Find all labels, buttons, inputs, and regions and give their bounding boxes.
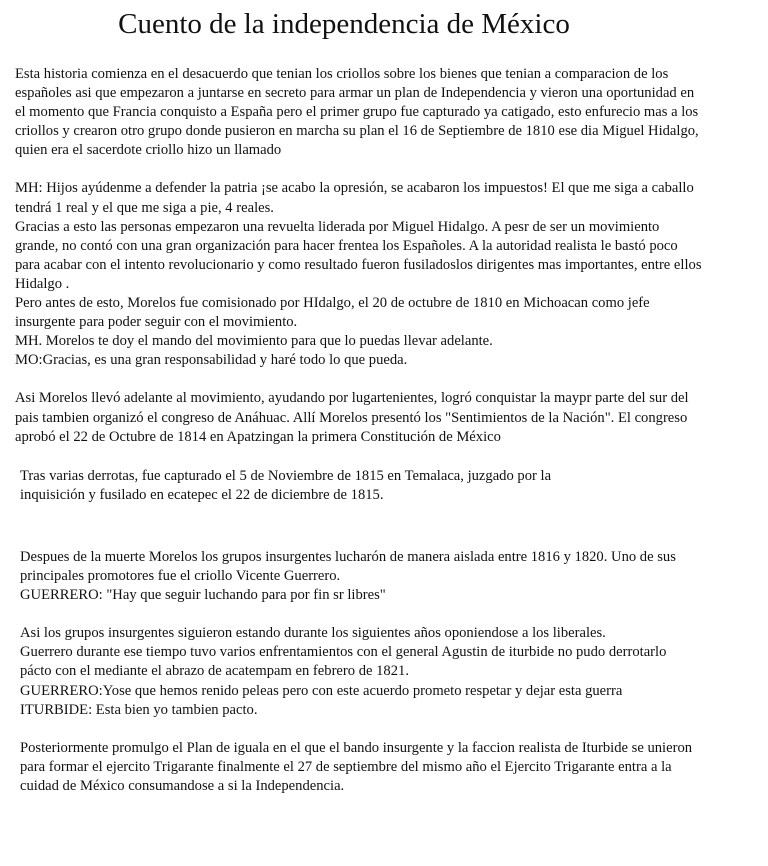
text-line: pácto con el mediante el abrazo de acatempam en febrero de 1821.	[20, 663, 409, 680]
text-line: criollos y crearon otro grupo donde pusieron en marcha su plan el 16 de Septiembre de 1810 ese dia Miguel Hidalgo,	[15, 123, 699, 140]
text-line: GUERRERO:Yose que hemos renido peleas pero con este acuerdo prometo respetar y dejar esta guerra	[20, 682, 623, 699]
text-line: Hidalgo .	[15, 275, 70, 292]
text-line: aprobó el 22 de Octubre de 1814 en Apatzingan la primera Constitución de México	[15, 428, 501, 445]
paragraph-gap	[15, 370, 760, 389]
text-line: Tras varias derrotas, fue capturado el 5 de Noviembre de 1815 en Temalaca, juzgado por la	[20, 468, 552, 484]
text-line: MO:Gracias, es una gran responsabilidad y haré todo lo que pueda.	[15, 352, 408, 369]
text-line: cuidad de México consumandose a si la Independencia.	[20, 777, 345, 794]
text-line: Asi los grupos insurgentes siguieron estando durante los siguientes años oponiendose a los liberales.	[20, 625, 606, 642]
text-line: tendrá 1 real y el que me siga a pie, 4 reales.	[15, 199, 274, 216]
text-line: Asi Morelos llevó adelante al movimiento, ayudando por lugartenientes, logró conquistar la maypr parte del sur del	[15, 390, 689, 407]
text-line: Posteriormente promulgo el Plan de iguala en el que el bando insurgente y la faccion realista de Iturbide se unieron	[20, 739, 693, 756]
text-line: Pero antes de esto, Morelos fue comisionado por HIdalgo, el 20 de octubre de 1810 en Michoacan como jefe	[15, 295, 650, 312]
text-line: MH. Morelos te doy el mando del movimiento para que lo puedas llevar adelante.	[15, 333, 493, 350]
text-line: ITURBIDE: Esta bien yo tambien pacto.	[20, 701, 258, 718]
text-line: inquisición y fusilado en ecatepec el 22 de diciembre de 1815.	[20, 487, 384, 504]
text-line: españoles asi que empezaron a juntarse en secreto para armar un plan de Independencia y vieron una oportunidad en	[15, 85, 695, 102]
page-title: Cuento de la independencia de México	[118, 8, 570, 40]
story-section-2	[20, 467, 765, 505]
text-line: quien era el sacerdote criollo hizo un llamado	[15, 142, 282, 159]
text-line: principales promotores fue el criollo Vicente Guerrero.	[20, 568, 341, 585]
paragraph-gap	[15, 160, 760, 179]
text-line: Esta historia comienza en el desacuerdo que tenian los criollos sobre los bienes que tenian a comparacion de los	[15, 66, 669, 82]
text-line: GUERRERO: "Hay que seguir luchando para por fin sr libres"	[20, 587, 386, 604]
text-line: pais tambien organizó el congreso de Anáhuac. Allí Morelos presentó los "Sentimientos de la Nación". El congreso	[15, 409, 688, 426]
text-line: grande, no contó con una gran organización para hacer frentea los Españoles. A la autoridad realista le bastó poco	[15, 237, 678, 254]
text-line: insurgente para poder seguir con el movimiento.	[15, 314, 298, 331]
text-line: Guerrero durante ese tiempo tuvo varios enfrentamientos con el general Agustin de iturbide no pudo derrotarlo	[20, 644, 667, 661]
text-line: el momento que Francia conquisto a España pero el primer grupo fue capturado ya catigado, esto enfurecio mas a los	[15, 104, 699, 121]
paragraph-gap	[20, 605, 765, 624]
text-line: Gracias a esto las personas empezaron una revuelta liderada por Miguel Hidalgo. A pesr de ser un movimiento	[15, 218, 660, 235]
text-line: para acabar con el intento revolucionario y como resultado fueron fusiladoslos dirigentes mas importantes, entre ellos	[15, 256, 702, 273]
story-section-1	[15, 65, 760, 445]
paragraph-gap	[20, 720, 765, 739]
text-line: para formar el ejercito Trigarante finalmente el 27 de septiembre del mismo año el Ejercito Trigarante entra a la	[20, 758, 672, 775]
story-section-3	[20, 548, 765, 796]
text-line: Despues de la muerte Morelos los grupos insurgentes lucharón de manera aislada entre 1816 y 1820. Uno de sus	[20, 549, 676, 565]
text-line: MH: Hijos ayúdenme a defender la patria ¡se acabo la opresión, se acabaron los impuestos! El que me siga a caballo	[15, 180, 694, 197]
